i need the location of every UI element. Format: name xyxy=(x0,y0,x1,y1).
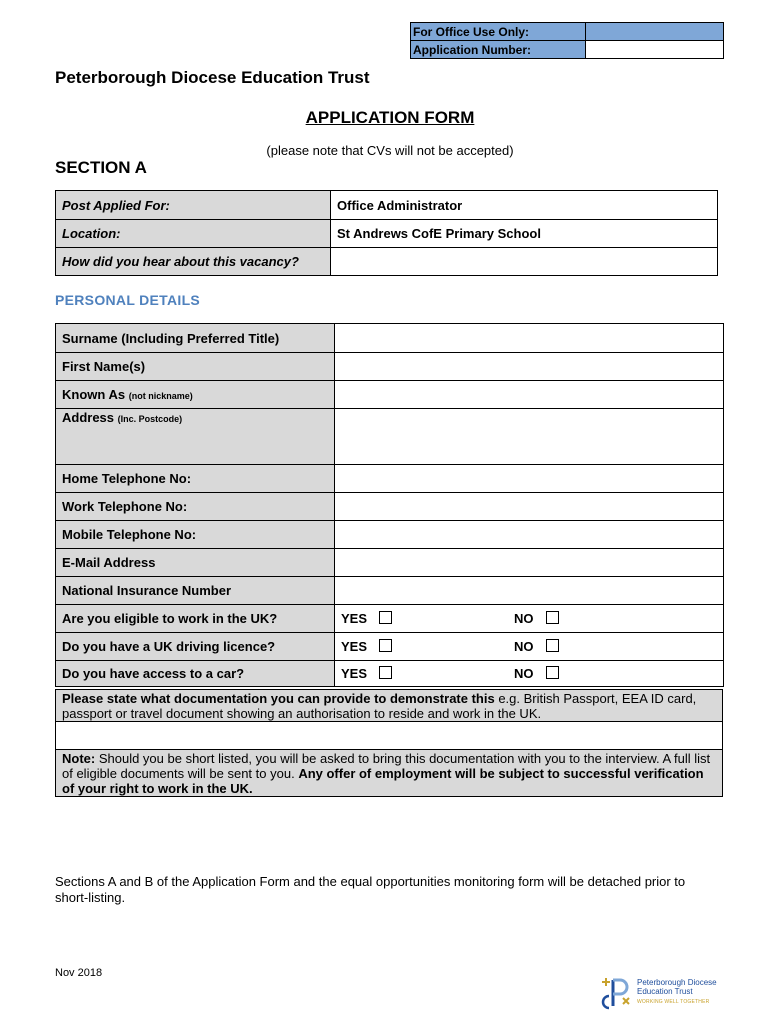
trust-logo-icon xyxy=(601,976,635,1010)
address-note: (Inc. Postcode) xyxy=(117,414,183,424)
licence-question: Do you have a UK driving licence? xyxy=(56,633,335,661)
first-name-field[interactable] xyxy=(335,353,724,381)
shortlist-note-bold: Any offer of employment will be subject to successful verification of your right to work in the UK. xyxy=(62,766,704,796)
mobile-telephone-label: Mobile Telephone No: xyxy=(56,521,335,549)
licence-yes-label: YES xyxy=(341,639,368,654)
post-label: Post Applied For: xyxy=(56,191,331,220)
address-field[interactable] xyxy=(335,409,724,465)
logo-line-2: Education Trust xyxy=(637,987,693,996)
vacancy-source-label: How did you hear about this vacancy? xyxy=(56,248,331,276)
work-telephone-label: Work Telephone No: xyxy=(56,493,335,521)
eligible-no-label: NO xyxy=(514,611,534,626)
address-text: Address xyxy=(62,410,115,425)
car-question: Do you have access to a car? xyxy=(56,661,335,687)
address-label xyxy=(56,409,335,465)
logo-line-1: Peterborough Diocese xyxy=(637,978,717,987)
work-telephone-field[interactable] xyxy=(335,493,724,521)
documentation-prompt xyxy=(55,689,723,722)
shortlist-note-label: Note: xyxy=(62,751,96,766)
surname-label: Surname (Including Preferred Title) xyxy=(56,324,335,353)
home-telephone-field[interactable] xyxy=(335,465,724,493)
logo-text xyxy=(637,978,717,996)
documentation-field[interactable] xyxy=(55,721,723,750)
known-as-text: Known As xyxy=(62,387,126,402)
application-number-field[interactable] xyxy=(586,41,724,59)
eligible-no-checkbox[interactable] xyxy=(546,611,559,624)
section-heading: SECTION A xyxy=(55,158,147,177)
car-no-label: NO xyxy=(514,666,534,681)
known-as-label xyxy=(56,381,335,409)
detached-note: Sections A and B of the Application Form and the equal opportunities monitoring form will be detached prior to short-listing. xyxy=(55,874,686,905)
eligible-question: Are you eligible to work in the UK? xyxy=(56,605,335,633)
documentation-prompt-rest: e.g. British Passport, EEA ID card, passport or travel document showing an authorisation to reside and work in the UK. xyxy=(62,691,697,721)
email-label: E-Mail Address xyxy=(56,549,335,577)
mobile-telephone-field[interactable] xyxy=(335,521,724,549)
licence-no-label: NO xyxy=(514,639,534,654)
licence-answer xyxy=(335,633,724,661)
organisation-name: Peterborough Diocese Education Trust xyxy=(55,68,370,87)
licence-yes-checkbox[interactable] xyxy=(379,639,392,652)
office-use-box xyxy=(410,22,724,59)
surname-field[interactable] xyxy=(335,324,724,353)
car-answer xyxy=(335,661,724,687)
shortlist-note xyxy=(55,749,723,797)
cv-note: (please note that CVs will not be accepted) xyxy=(266,143,514,158)
location-value[interactable]: St Andrews CofE Primary School xyxy=(331,220,718,248)
personal-details-table xyxy=(55,323,724,687)
ni-label: National Insurance Number xyxy=(56,577,335,605)
form-title: APPLICATION FORM xyxy=(305,108,475,127)
ni-field[interactable] xyxy=(335,577,724,605)
document-date: Nov 2018 xyxy=(55,967,103,979)
email-field[interactable] xyxy=(335,549,724,577)
application-number-label: Application Number: xyxy=(411,41,586,59)
vacancy-source-field[interactable] xyxy=(331,248,718,276)
known-as-field[interactable] xyxy=(335,381,724,409)
documentation-prompt-bold: Please state what documentation you can provide to demonstrate this xyxy=(62,691,495,706)
first-name-label: First Name(s) xyxy=(56,353,335,381)
known-as-note: (not nickname) xyxy=(128,391,193,401)
post-table xyxy=(55,190,718,276)
office-use-label: For Office Use Only: xyxy=(411,23,586,41)
eligible-answer xyxy=(335,605,724,633)
car-no-checkbox[interactable] xyxy=(546,666,559,679)
shortlist-note-text: Should you be short listed, you will be asked to bring this documentation with you to the interview. A full list of eligible documents will be sent to you. xyxy=(62,751,711,781)
eligible-yes-label: YES xyxy=(341,611,368,626)
eligible-yes-checkbox[interactable] xyxy=(379,611,392,624)
office-use-blank xyxy=(586,23,724,41)
licence-no-checkbox[interactable] xyxy=(546,639,559,652)
car-yes-label: YES xyxy=(341,666,368,681)
location-label: Location: xyxy=(56,220,331,248)
post-value[interactable]: Office Administrator xyxy=(331,191,718,220)
home-telephone-label: Home Telephone No: xyxy=(56,465,335,493)
logo-tagline: WORKING WELL TOGETHER xyxy=(637,999,710,1005)
car-yes-checkbox[interactable] xyxy=(379,666,392,679)
personal-details-heading: PERSONAL DETAILS xyxy=(55,292,201,308)
